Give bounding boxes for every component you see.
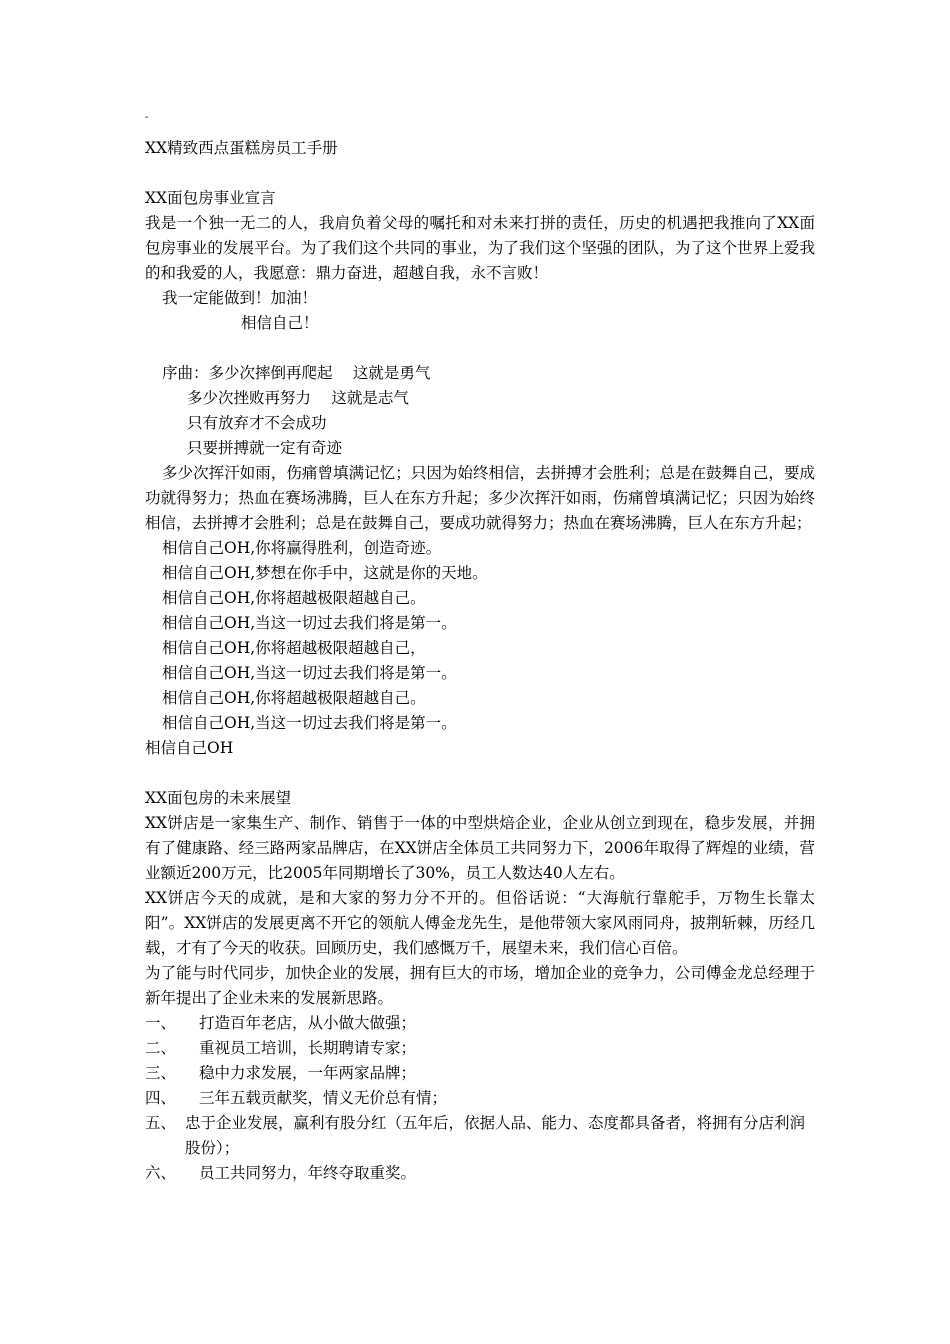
future-paragraph-2: XX饼店今天的成就，是和大家的努力分不开的。但俗话说：“大海航行靠舵手，万物生长靠太阳”。XX饼店的发展更离不开它的领航人傅金龙先生，是他带领大家风雨同舟，披荆斩棘，历经几载，才有了今天的收获。回顾历史，我们感慨万千，展望未来，我们信心百倍。 bbox=[145, 889, 815, 957]
list-number: 五、 bbox=[145, 1114, 177, 1132]
future-heading: XX面包房的未来展望 bbox=[145, 789, 292, 807]
document-page bbox=[145, 112, 815, 1186]
chorus-line: 相信自己OH,当这一切过去我们将是第一。 bbox=[162, 664, 457, 682]
declaration-line-1: 我一定能做到！加油！ bbox=[162, 289, 318, 307]
declaration-body: 我是一个独一无二的人，我肩负着父母的嘱托和对未来打拼的责任，历史的机遇把我推向了XX面包房事业的发展平台。为了我们这个共同的事业，为了我们这个坚强的团队，为了这个世界上爱我的和我爱的人，我愿意：鼎力奋进，超越自我，永不言败！ bbox=[145, 214, 815, 282]
list-item bbox=[145, 1061, 815, 1086]
spacer bbox=[145, 336, 815, 361]
header-mark: - bbox=[145, 112, 149, 123]
list-item bbox=[145, 1036, 815, 1061]
list-item bbox=[145, 1086, 815, 1111]
list-text: 打造百年老店，从小做大做强； bbox=[199, 1014, 417, 1032]
future-paragraph-1: XX饼店是一家集生产、制作、销售于一体的中型烘焙企业，企业从创立到现在，稳步发展，并拥有了健康路、经三路两家品牌店，在XX饼店全体员工共同努力下，2006年取得了辉煌的业绩，营业额近200万元，比2005年同期增长了30%，员工人数达40人左右。 bbox=[145, 814, 815, 882]
declaration-heading: XX面包房事业宣言 bbox=[145, 189, 276, 207]
spacer bbox=[145, 161, 815, 186]
future-paragraph-3: 为了能与时代同步，加快企业的发展，拥有巨大的市场，增加企业的竞争力，公司傅金龙总经理于新年提出了企业未来的发展新思路。 bbox=[145, 964, 815, 1007]
spacer bbox=[145, 761, 815, 786]
list-text: 忠于企业发展，赢利有股分红（五年后，依据人品、能力、态度都具备者，将拥有分店利润股份）； bbox=[185, 1114, 806, 1157]
song-line-3: 只有放弃才不会成功 bbox=[187, 414, 327, 432]
song-line-2: 多少次挫败再努力 这就是志气 bbox=[187, 389, 409, 407]
chorus-line: 相信自己OH,梦想在你手中，这就是你的天地。 bbox=[162, 564, 488, 582]
list-number: 四、 bbox=[145, 1089, 177, 1107]
list-item bbox=[145, 1161, 815, 1186]
list-item bbox=[145, 1011, 815, 1036]
list-text: 稳中力求发展，一年两家品牌； bbox=[199, 1064, 417, 1082]
chorus-line: 相信自己OH,你将超越极限超越自己， bbox=[162, 639, 426, 657]
list-number: 六、 bbox=[145, 1164, 177, 1182]
chorus-line: 相信自己OH,当这一切过去我们将是第一。 bbox=[162, 714, 457, 732]
chorus-line: 相信自己OH,你将赢得胜利，创造奇迹。 bbox=[162, 539, 442, 557]
list-item bbox=[145, 1111, 815, 1161]
declaration-line-2: 相信自己！ bbox=[241, 314, 319, 332]
list-number: 三、 bbox=[145, 1064, 177, 1082]
list-text: 三年五载贡献奖，情义无价总有情； bbox=[199, 1089, 448, 1107]
list-text: 员工共同努力，年终夺取重奖。 bbox=[199, 1164, 417, 1182]
chorus-line: 相信自己OH,你将超越极限超越自己。 bbox=[162, 689, 426, 707]
list-text: 重视员工培训，长期聘请专家； bbox=[199, 1039, 417, 1057]
chorus-line: 相信自己OH,当这一切过去我们将是第一。 bbox=[162, 614, 457, 632]
song-ending: 相信自己OH bbox=[145, 739, 234, 757]
document-title: XX精致西点蛋糕房员工手册 bbox=[145, 139, 338, 157]
list-number: 二、 bbox=[145, 1039, 177, 1057]
song-line-4: 只要拼搏就一定有奇迹 bbox=[187, 439, 343, 457]
list-number: 一、 bbox=[145, 1014, 177, 1032]
song-line-1: 序曲：多少次摔倒再爬起 这就是勇气 bbox=[162, 364, 431, 382]
song-verse: 多少次挥汗如雨，伤痛曾填满记忆；只因为始终相信，去拼搏才会胜利；总是在鼓舞自己，要成功就得努力；热血在赛场沸腾，巨人在东方升起；多少次挥汗如雨，伤痛曾填满记忆；只因为始终相信，去拼搏才会胜利；总是在鼓舞自己，要成功就得努力；热血在赛场沸腾，巨人在东方升起； bbox=[145, 464, 815, 532]
chorus-line: 相信自己OH,你将超越极限超越自己。 bbox=[162, 589, 426, 607]
